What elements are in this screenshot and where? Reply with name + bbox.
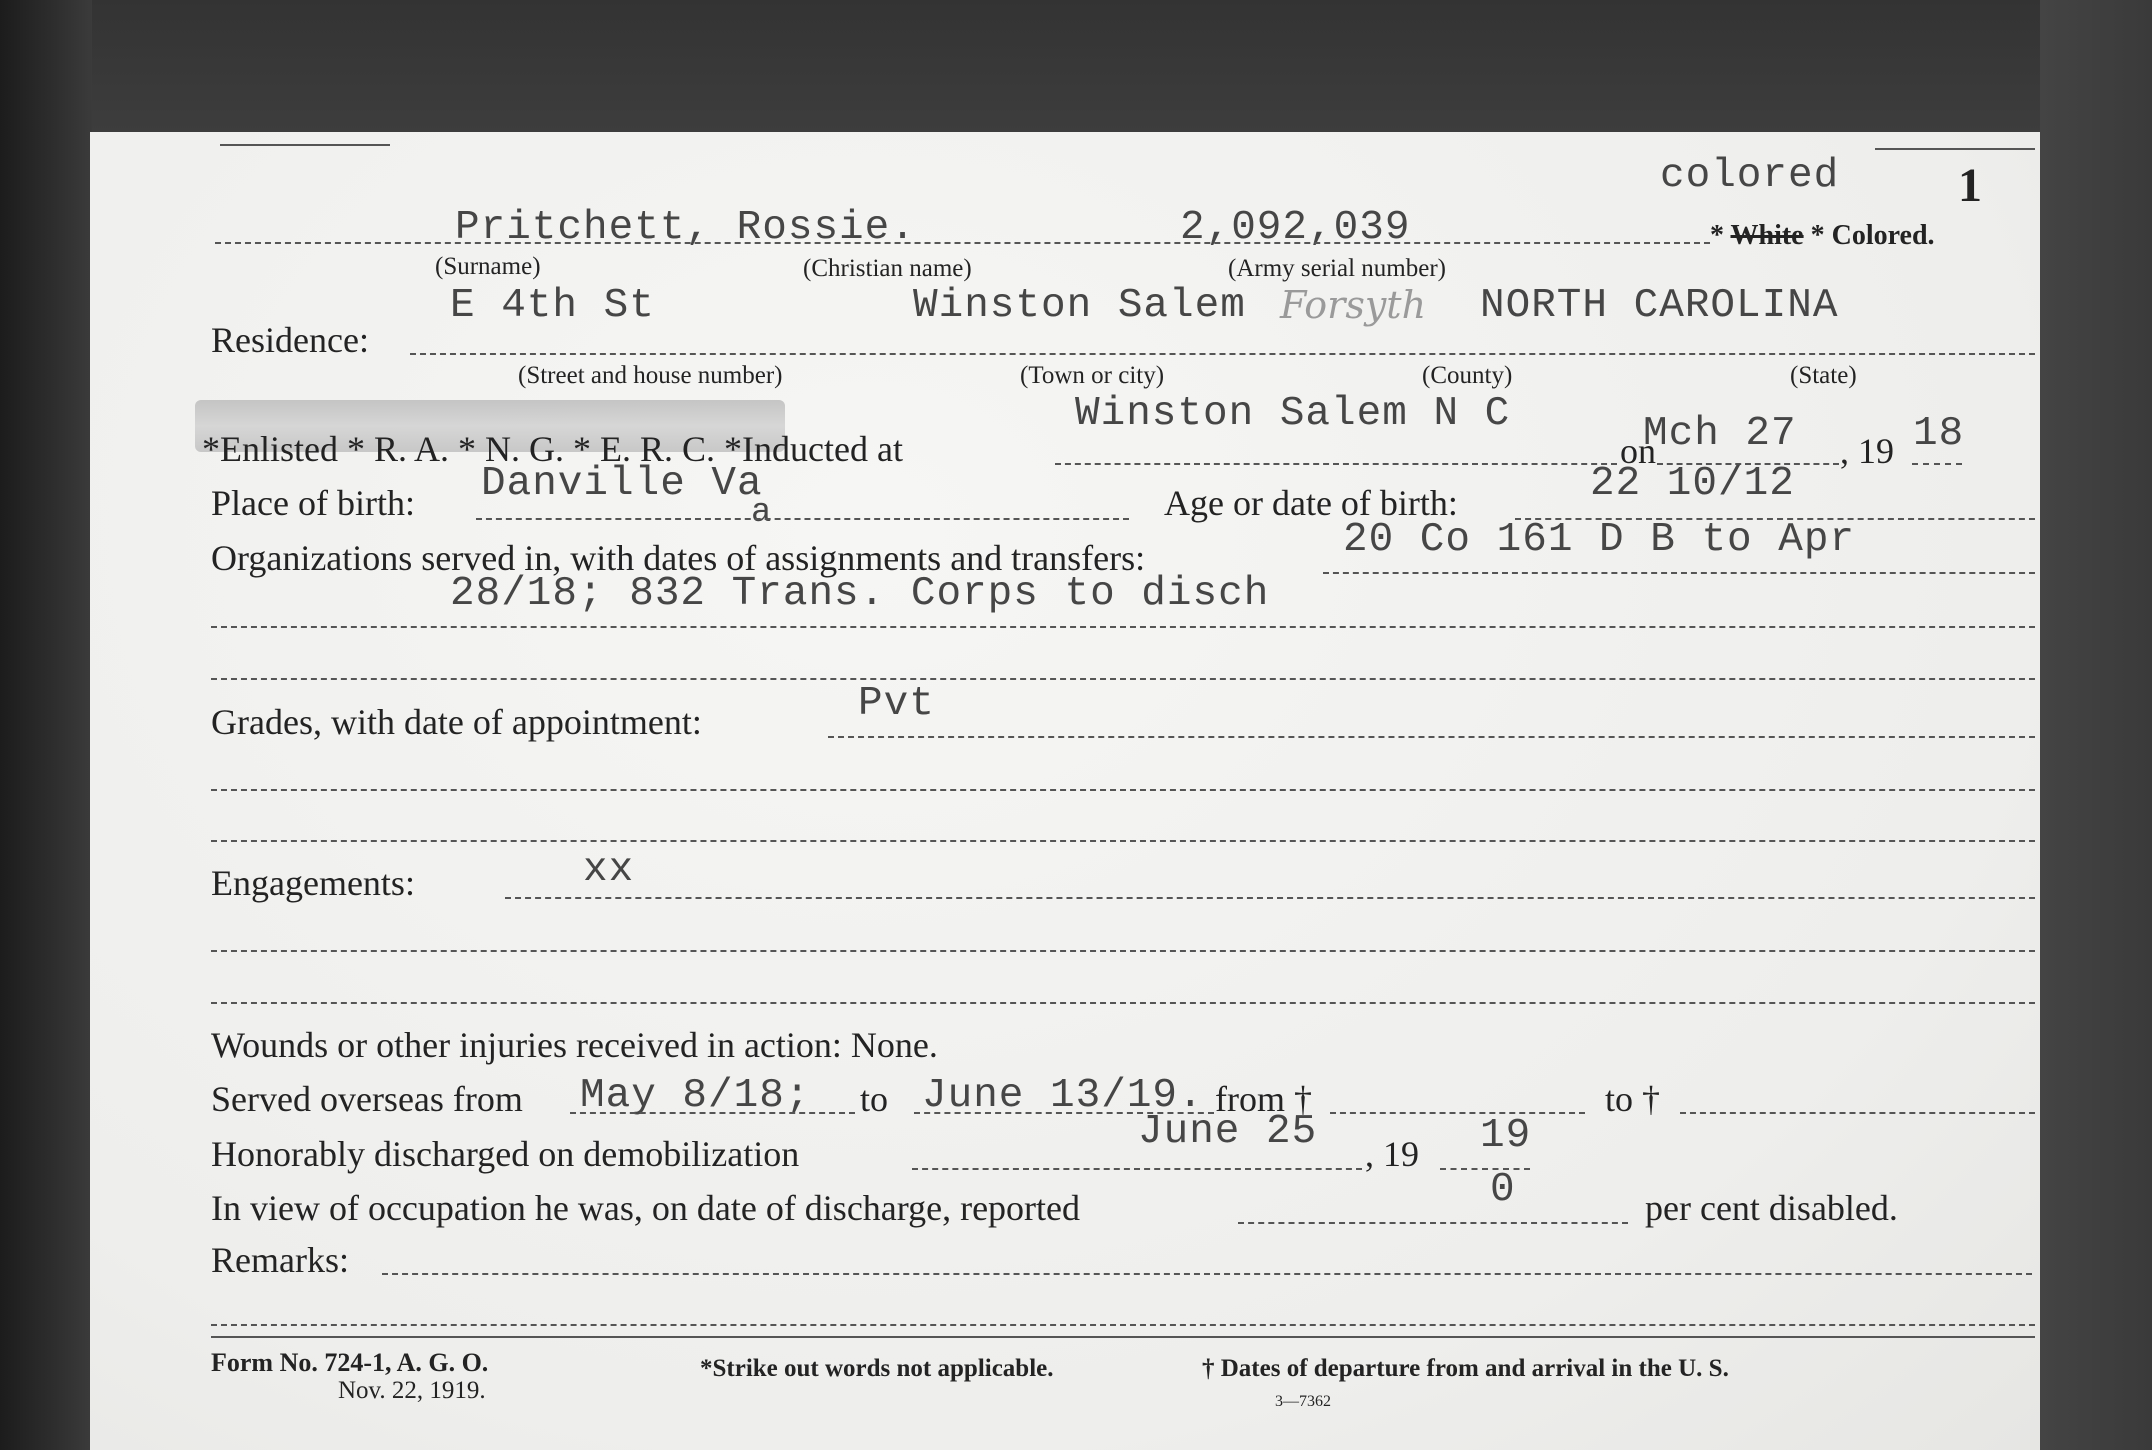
surname-value: Pritchett, Rossie.	[455, 205, 916, 251]
induction-label: *Enlisted * R. A. * N. G. * E. R. C. *Inducted at	[202, 429, 903, 469]
disability-suffix: per cent disabled.	[1645, 1188, 1898, 1228]
disability-value: 0	[1490, 1167, 1516, 1213]
grades-line-2	[211, 789, 2035, 791]
induction-year-suffix: 18	[1913, 411, 1965, 457]
overseas-from2-line	[1330, 1112, 1585, 1114]
discharge-date-line	[912, 1168, 1362, 1170]
county-label: (County)	[1422, 362, 1513, 389]
residence-line	[410, 353, 2035, 355]
disability-line	[1238, 1222, 1628, 1224]
overseas-from-line	[570, 1112, 855, 1114]
service-record-card	[90, 132, 2040, 1450]
organizations-label: Organizations served in, with dates of assignments and transfers:	[211, 538, 1146, 578]
surname-label: (Surname)	[435, 253, 541, 280]
discharge-year-line	[1440, 1168, 1530, 1170]
remarks-line-1	[382, 1273, 2032, 1275]
discharge-year-prefix: , 19	[1365, 1134, 1419, 1174]
induction-on-label: on	[1620, 431, 1656, 471]
dates-note: † Dates of departure from and arrival in the U. S.	[1202, 1355, 1729, 1382]
wounds-label: Wounds or other injuries received in action: None.	[211, 1025, 938, 1065]
christian-label: (Christian name)	[803, 255, 972, 282]
overseas-from2-label: from †	[1215, 1079, 1312, 1119]
footer-rule	[211, 1336, 2035, 1338]
discharge-label: Honorably discharged on demobilization	[211, 1134, 800, 1174]
grades-value: Pvt	[858, 681, 935, 727]
scanner-background-right	[2040, 0, 2152, 1450]
top-rule-left	[220, 144, 390, 146]
induction-date-value: Mch 27	[1643, 411, 1797, 457]
serial-label: (Army serial number)	[1228, 255, 1446, 282]
overseas-from-value: May 8/18;	[580, 1073, 811, 1119]
overseas-label: Served overseas from	[211, 1079, 523, 1119]
street-value: E 4th St	[450, 283, 655, 329]
organizations-line-3	[211, 678, 2035, 680]
induction-place-line	[1055, 463, 1617, 465]
induction-place-value: Winston Salem N C	[1075, 391, 1511, 437]
state-label: (State)	[1790, 362, 1857, 389]
engagements-line-2	[211, 950, 2035, 952]
scanner-background-top	[0, 0, 2152, 132]
disability-label: In view of occupation he was, on date of discharge, reported	[211, 1188, 1081, 1228]
form-number: Form No. 724-1, A. G. O.	[211, 1348, 489, 1377]
race-options: * White * Colored.	[1710, 220, 1935, 251]
street-label: (Street and house number)	[518, 362, 783, 389]
state-value: NORTH CAROLINA	[1480, 283, 1839, 329]
residence-label: Residence:	[211, 320, 369, 360]
discharge-year-suffix: 19	[1480, 1113, 1532, 1159]
birth-place-line	[476, 518, 1129, 520]
county-handwritten: Forsyth	[1280, 283, 1427, 327]
engagements-label: Engagements:	[211, 863, 415, 903]
organizations-line-1	[1323, 572, 2035, 574]
birth-place-label: Place of birth:	[211, 483, 415, 523]
organizations-line1: 20 Co 161 D B to Apr	[1343, 517, 1856, 563]
organizations-line-2	[211, 626, 2035, 628]
form-date: Nov. 22, 1919.	[338, 1377, 486, 1404]
remarks-label: Remarks:	[211, 1240, 349, 1280]
induction-year-prefix: , 19	[1840, 431, 1894, 471]
card-number: 1	[1958, 159, 1982, 212]
top-rule-right	[1875, 148, 2035, 150]
race-typed: colored	[1660, 153, 1840, 199]
engagements-line-3	[211, 1002, 2035, 1004]
remarks-line-2	[211, 1324, 2035, 1326]
age-value: 22 10/12	[1590, 461, 1795, 507]
serial-value: 2,092,039	[1180, 205, 1411, 251]
overseas-to-value: June 13/19.	[922, 1073, 1204, 1119]
induction-year-line	[1912, 463, 1962, 465]
town-label: (Town or city)	[1020, 362, 1165, 389]
engagements-value: xx	[583, 847, 635, 893]
organizations-line2: 28/18; 832 Trans. Corps to disch	[450, 571, 1270, 617]
grades-label: Grades, with date of appointment:	[211, 702, 702, 742]
age-label: Age or date of birth:	[1164, 483, 1458, 523]
engagements-line-1	[505, 897, 2035, 899]
name-line	[215, 242, 1710, 244]
overseas-to2-label: to †	[1605, 1079, 1661, 1119]
strike-note: *Strike out words not applicable.	[700, 1355, 1054, 1382]
scanner-background-left	[0, 0, 92, 1450]
town-value: Winston Salem	[913, 283, 1246, 329]
birth-place-value: Danville Va	[481, 461, 763, 507]
overseas-to2-line	[1680, 1112, 2035, 1114]
overseas-to-label: to	[860, 1079, 889, 1119]
grades-line-1	[828, 736, 2035, 738]
birth-place-mark: a	[751, 494, 773, 532]
print-code: 3—7362	[1275, 1393, 1331, 1410]
discharge-date-value: June 25	[1138, 1109, 1318, 1155]
grades-line-3	[211, 840, 2035, 842]
